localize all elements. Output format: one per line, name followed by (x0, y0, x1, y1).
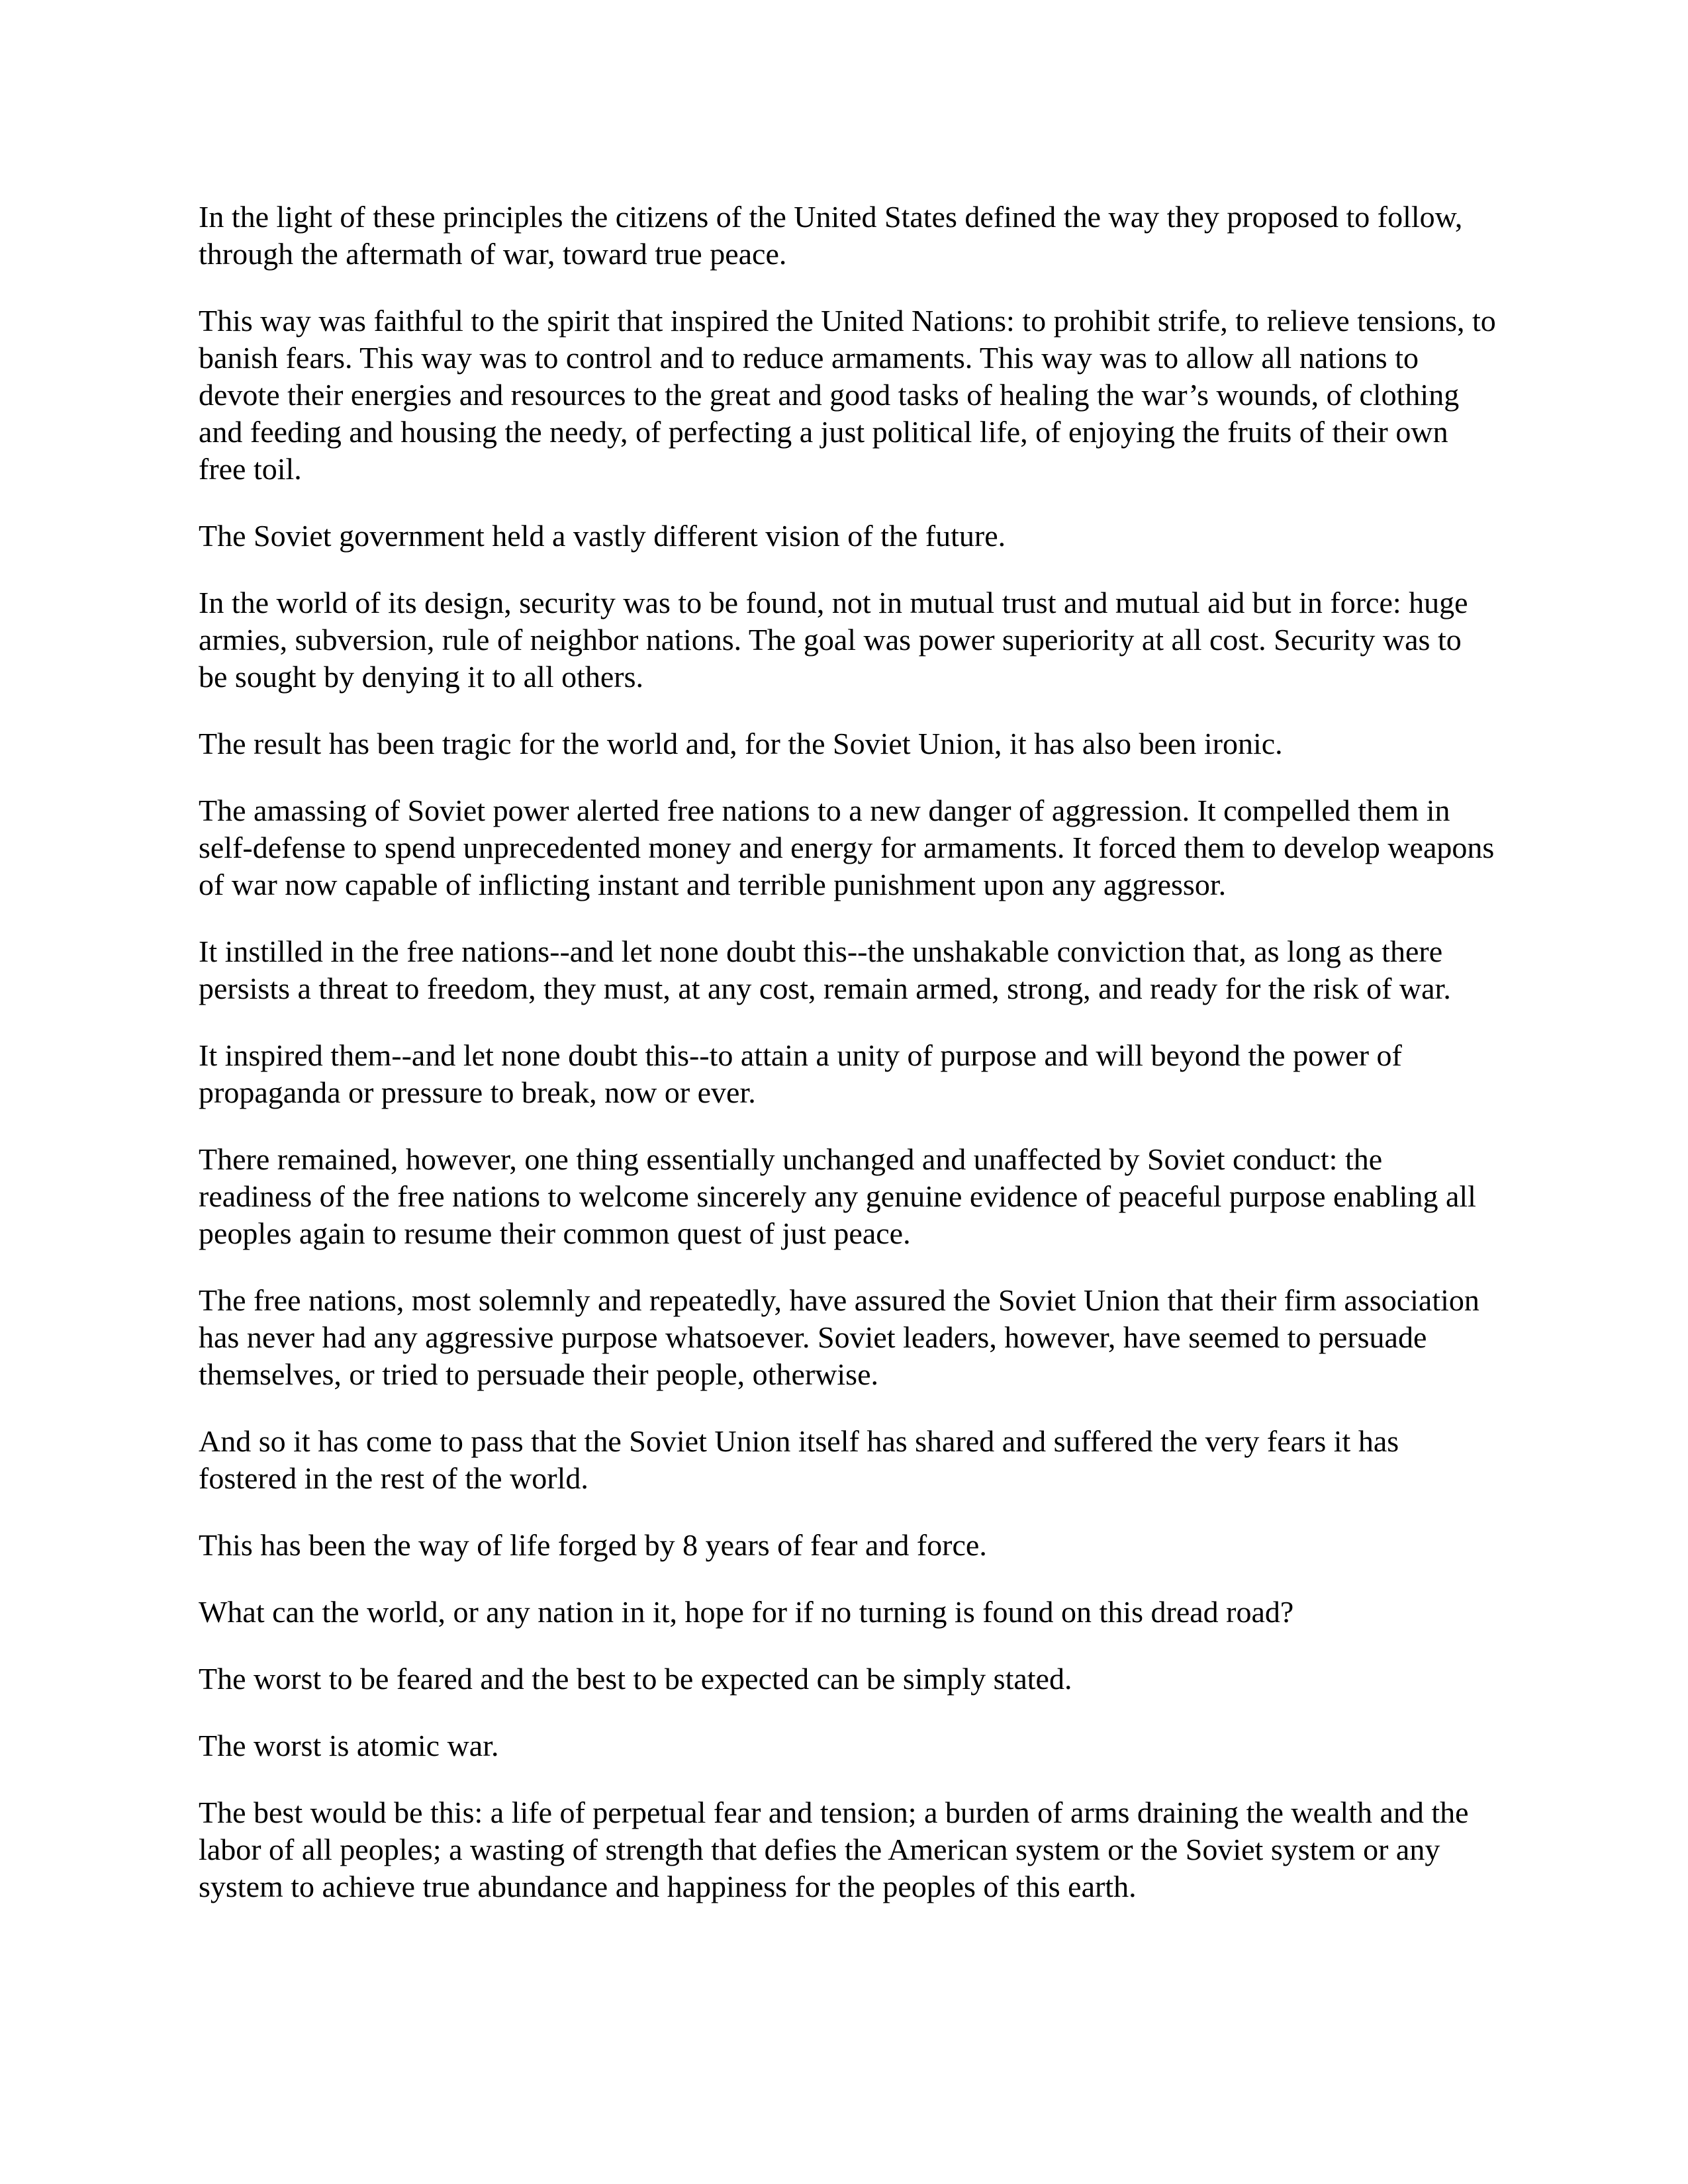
document-body (199, 199, 1496, 1935)
paragraph-1: In the light of these principles the citizens of the United States defined the way they proposed to follow, through the aftermath of war, toward true peace. (199, 200, 1463, 271)
paragraph-5: The result has been tragic for the world and, for the Soviet Union, it has also been ironic. (199, 727, 1283, 760)
paragraph-12: This has been the way of life forged by 8 years of fear and force. (199, 1528, 987, 1562)
paragraph-14: The worst to be feared and the best to be expected can be simply stated. (199, 1662, 1072, 1696)
paragraph-4: In the world of its design, security was to be found, not in mutual trust and mutual aid but in force: huge armies, subversion, rule of neighbor nations. The goal was power superiority at all cost. Security was to be sought by denying it to all others. (199, 586, 1468, 694)
paragraph-7: It instilled in the free nations--and let none doubt this--the unshakable conviction that, as long as there persists a threat to freedom, they must, at any cost, remain armed, strong, and ready for the risk of war. (199, 934, 1451, 1005)
paragraph-8: It inspired them--and let none doubt this--to attain a unity of purpose and will beyond the power of propaganda or pressure to break, now or ever. (199, 1038, 1402, 1109)
paragraph-9: There remained, however, one thing essentially unchanged and unaffected by Soviet conduct: the readiness of the free nations to welcome sincerely any genuine evidence of peaceful purpose enabling all peoples again to resume their common quest of just peace. (199, 1142, 1476, 1250)
paragraph-3: The Soviet government held a vastly different vision of the future. (199, 519, 1006, 553)
paragraph-10: The free nations, most solemnly and repeatedly, have assured the Soviet Union that their firm association has never had any aggressive purpose whatsoever. Soviet leaders, however, have seemed to persuade themselves, or tried to persuade their people, otherwise. (199, 1283, 1479, 1391)
paragraph-2: This way was faithful to the spirit that inspired the United Nations: to prohibit strife, to relieve tensions, to banish fears. This way was to control and to reduce armaments. This way was to allow all nations to devote their energies and resources to the great and good tasks of healing the war’s wounds, of clothing and feeding and housing the needy, of perfecting a just political life, of enjoying the fruits of their own free toil. (199, 304, 1496, 486)
paragraph-16: The best would be this: a life of perpetual fear and tension; a burden of arms draining the wealth and the labor of all peoples; a wasting of strength that defies the American system or the Soviet system or any system to achieve true abundance and happiness for the peoples of this earth. (199, 1796, 1469, 1903)
paragraph-15: The worst is atomic war. (199, 1729, 499, 1762)
paragraph-11: And so it has come to pass that the Soviet Union itself has shared and suffered the very fears it has fostered in the rest of the world. (199, 1424, 1399, 1495)
paragraph-13: What can the world, or any nation in it, hope for if no turning is found on this dread road? (199, 1595, 1294, 1629)
paragraph-6: The amassing of Soviet power alerted free nations to a new danger of aggression. It compelled them in self-defense to spend unprecedented money and energy for armaments. It forced them to develop weapons of war now capable of inflicting instant and terrible punishment upon any aggressor. (199, 794, 1495, 901)
